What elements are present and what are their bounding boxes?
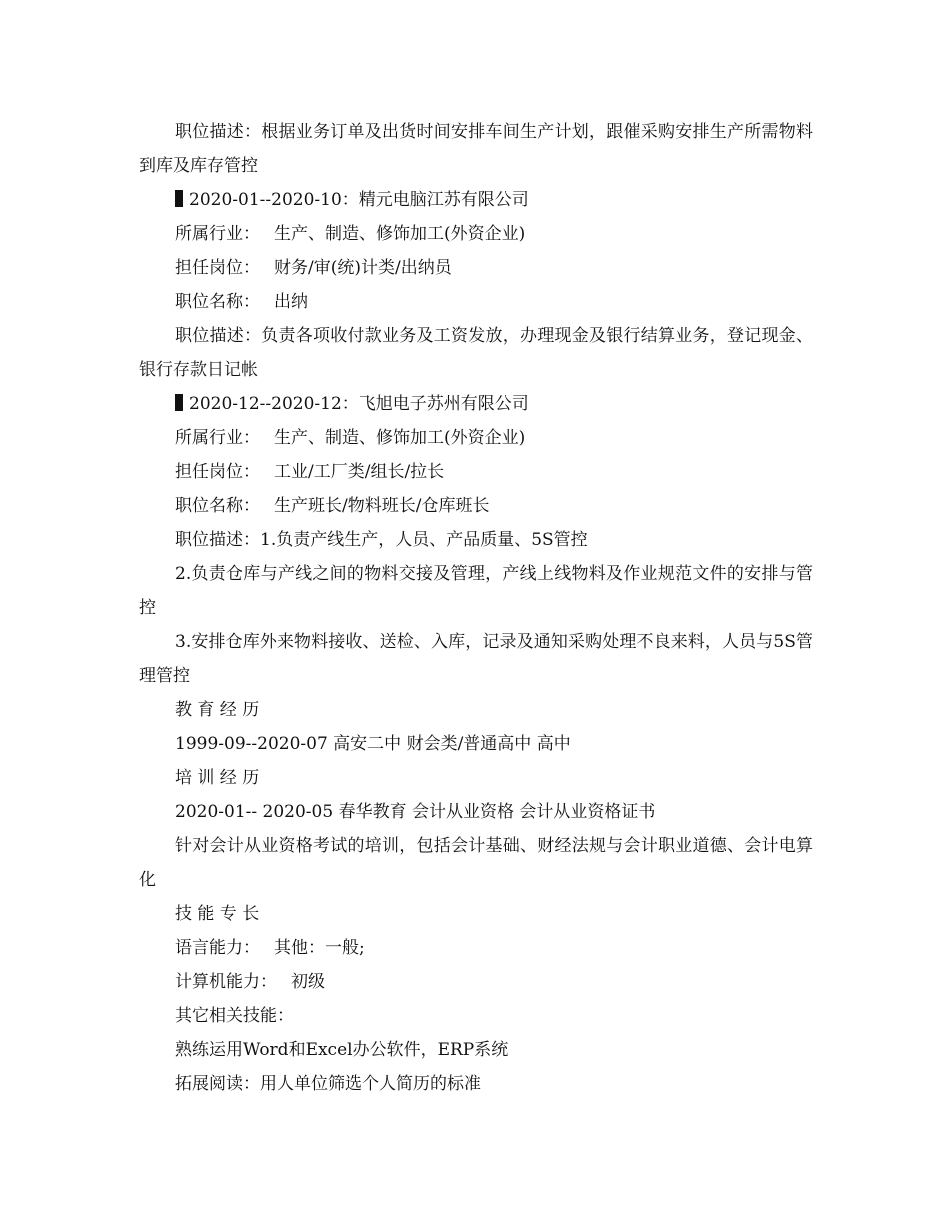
computer-skill: 计算机能力： 初级 xyxy=(175,972,325,992)
job3-post: 担任岗位： 工业/工厂类/组长/拉长 xyxy=(175,462,445,482)
job3-description-3: 3.安排仓库外来物料接收、送检、入库，记录及通知采购处理不良来料，人员与5S管理管控 xyxy=(139,632,813,686)
job2-industry: 所属行业： 生产、制造、修饰加工(外资企业) xyxy=(175,224,526,244)
skills-heading: 技 能 专 长 xyxy=(175,904,260,924)
training-description: 针对会计从业资格考试的培训，包括会计基础、财经法规与会计职业道德、会计电算化 xyxy=(139,836,813,890)
training-entry: 2020-01-- 2020-05 春华教育 会计从业资格 会计从业资格证书 xyxy=(175,802,656,822)
job1-description: 职位描述：根据业务订单及出货时间安排车间生产计划，跟催采购安排生产所需物料到库及库存管控 xyxy=(139,122,813,176)
job3-title: 职位名称： 生产班长/物料班长/仓库班长 xyxy=(175,496,490,516)
other-skills-label: 其它相关技能： xyxy=(175,1006,294,1026)
job2-description: 职位描述：负责各项收付款业务及工资发放，办理现金及银行结算业务，登记现金、银行存款日记帐 xyxy=(139,326,813,380)
job3-description-2: 2.负责仓库与产线之间的物料交接及管理，产线上线物料及作业规范文件的安排与管控 xyxy=(139,564,813,618)
extended-reading: 拓展阅读：用人单位筛选个人简历的标准 xyxy=(175,1074,481,1094)
software-skills: 熟练运用Word和Excel办公软件，ERP系统 xyxy=(175,1040,509,1060)
job2-post: 担任岗位： 财务/审(统)计类/出纳员 xyxy=(175,258,452,278)
job2-title: 职位名称： 出纳 xyxy=(175,292,308,312)
bullet-marker-icon xyxy=(175,190,183,207)
document-body xyxy=(139,115,813,1101)
job3-header: 2020-12--2020-12：飞旭电子苏州有限公司 xyxy=(139,387,813,421)
language-skill: 语言能力： 其他：一般; xyxy=(175,938,365,958)
job3-description-1: 职位描述：1.负责产线生产，人员、产品质量、5S管控 xyxy=(175,530,588,550)
job2-header: 2020-01--2020-10：精元电脑江苏有限公司 xyxy=(139,183,813,217)
education-entry: 1999-09--2020-07 高安二中 财会类/普通高中 高中 xyxy=(175,734,571,754)
bullet-marker-icon xyxy=(175,394,183,411)
education-heading: 教 育 经 历 xyxy=(175,700,260,720)
training-heading: 培 训 经 历 xyxy=(175,768,260,788)
job3-industry: 所属行业： 生产、制造、修饰加工(外资企业) xyxy=(175,428,526,448)
